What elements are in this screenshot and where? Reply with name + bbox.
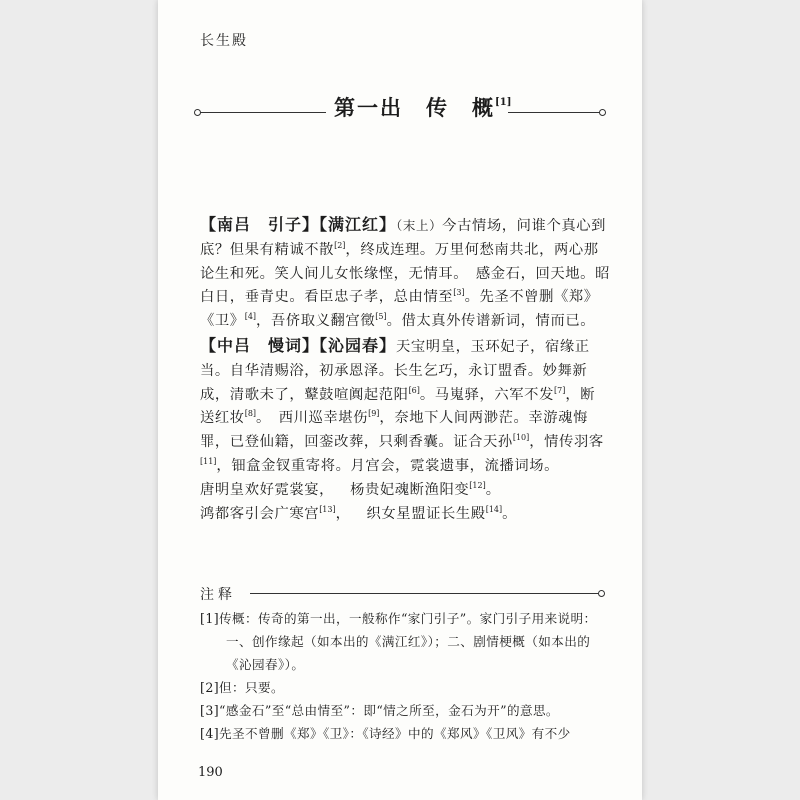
verse-part: 鸿都客引会广寒宫 — [200, 505, 320, 522]
text-segment: 。马嵬驿，六军不发 — [419, 386, 554, 403]
chapter-title-text: 第一出 传 概 — [334, 95, 495, 120]
note-ref[interactable]: [13] — [319, 504, 336, 514]
note-ref[interactable]: [4] — [244, 312, 257, 322]
verse-punct: ， — [335, 505, 351, 522]
note-item: [2]但：只要。 — [200, 680, 285, 695]
note-ref[interactable]: [10] — [512, 433, 530, 443]
text-segment: ，奈地下人间两渺茫。幸游魂悔罪，已登仙籍，回銮改葬，只剩香囊。证合天孙 — [200, 410, 588, 451]
note-ref[interactable]: [2] — [334, 240, 346, 250]
text-segment: 今古情场，问谁个真心到底？但果有精诚不散 — [200, 218, 607, 258]
verse-part: 唐明皇欢好霓裳宴， — [200, 481, 335, 498]
stage-direction: （末上） — [396, 218, 443, 233]
text-segment: 。借太真外传谱新词，情而已。 — [386, 313, 596, 330]
verse-part: 织女星盟证长生殿 — [366, 505, 486, 522]
tune-title: 【南吕 引子】【满江红】 — [200, 215, 397, 234]
note-ref[interactable]: [9] — [368, 409, 380, 419]
title-rule-left — [200, 112, 326, 113]
verse-punct: 。 — [502, 505, 518, 522]
paragraph-qinyuanchun — [200, 334, 610, 479]
notes-rule — [250, 593, 602, 594]
note-ref[interactable]: [11] — [200, 456, 217, 466]
note-ref[interactable]: [12] — [469, 480, 486, 490]
verse-line — [200, 479, 610, 503]
text-segment: ，断送红妆 — [200, 386, 596, 427]
note-ref[interactable]: [14] — [485, 504, 503, 514]
ornament-dot — [598, 590, 605, 597]
text-segment: 天宝明皇，玉环妃子，宿缘正当。自华清赐浴，初承恩泽。长生乞巧，永订盟香。妙舞新成，清歌未了，鼙鼓喧阗起范阳 — [200, 338, 590, 403]
verse-part: 杨贵妃魂断渔阳变 — [350, 481, 470, 498]
verse-punct: 。 — [485, 481, 501, 498]
text-segment: ，钿盒金钗重寄将。月宫会，霓裳遗事，流播词场。 — [216, 457, 560, 474]
book-page — [158, 0, 642, 800]
notes-list — [200, 607, 612, 745]
text-segment: 。 西川巡幸堪伤 — [256, 410, 369, 427]
main-text — [200, 213, 610, 526]
text-segment: ，情传羽客 — [529, 434, 604, 451]
paragraph-manjianghong — [200, 213, 610, 334]
chapter-title — [334, 92, 511, 122]
notes-header — [200, 584, 602, 604]
tune-title: 【中吕 慢词】【沁园春】 — [200, 335, 397, 355]
title-rule-right — [508, 112, 604, 113]
text-segment: ，吾侪取义翻宫徵 — [256, 313, 376, 330]
verse-line — [200, 503, 610, 527]
chapter-title-row — [196, 90, 606, 120]
note-ref[interactable]: [1] — [495, 97, 512, 108]
note-ref[interactable]: [6] — [408, 385, 420, 395]
ornament-dot-right — [599, 109, 606, 116]
page-number: 190 — [198, 765, 223, 780]
running-head: 长生殿 — [200, 33, 248, 49]
text-segment: 。先圣不曾删《郑》《卫》 — [200, 289, 599, 330]
note-item: [4]先圣不曾删《郑》《卫》：《诗经》中的《郑风》《卫风》有不少 — [200, 726, 571, 741]
note-ref[interactable]: [8] — [244, 409, 257, 419]
note-ref[interactable]: [5] — [375, 312, 387, 322]
note-item: [1]传概：传奇的第一出，一般称作“家门引子”。家门引子用来说明：一、创作缘起（如本出的《满江红》）；二、剧情梗概（如本出的《沁园春》）。 — [200, 611, 597, 672]
text-segment: ，终成连理。万里何愁南共北，两心那论生和死。笑人间儿女怅缘悭，无情耳。 感金石，回天地。昭白日，垂青史。看臣忠子孝，总由情至 — [200, 241, 610, 306]
notes-title: 注释 — [200, 587, 236, 603]
note-item: [3]“感金石”至“总由情至”：即“情之所至，金石为开”的意思。 — [200, 703, 559, 718]
note-ref[interactable]: [3] — [453, 288, 465, 298]
note-ref[interactable]: [7] — [553, 385, 566, 395]
